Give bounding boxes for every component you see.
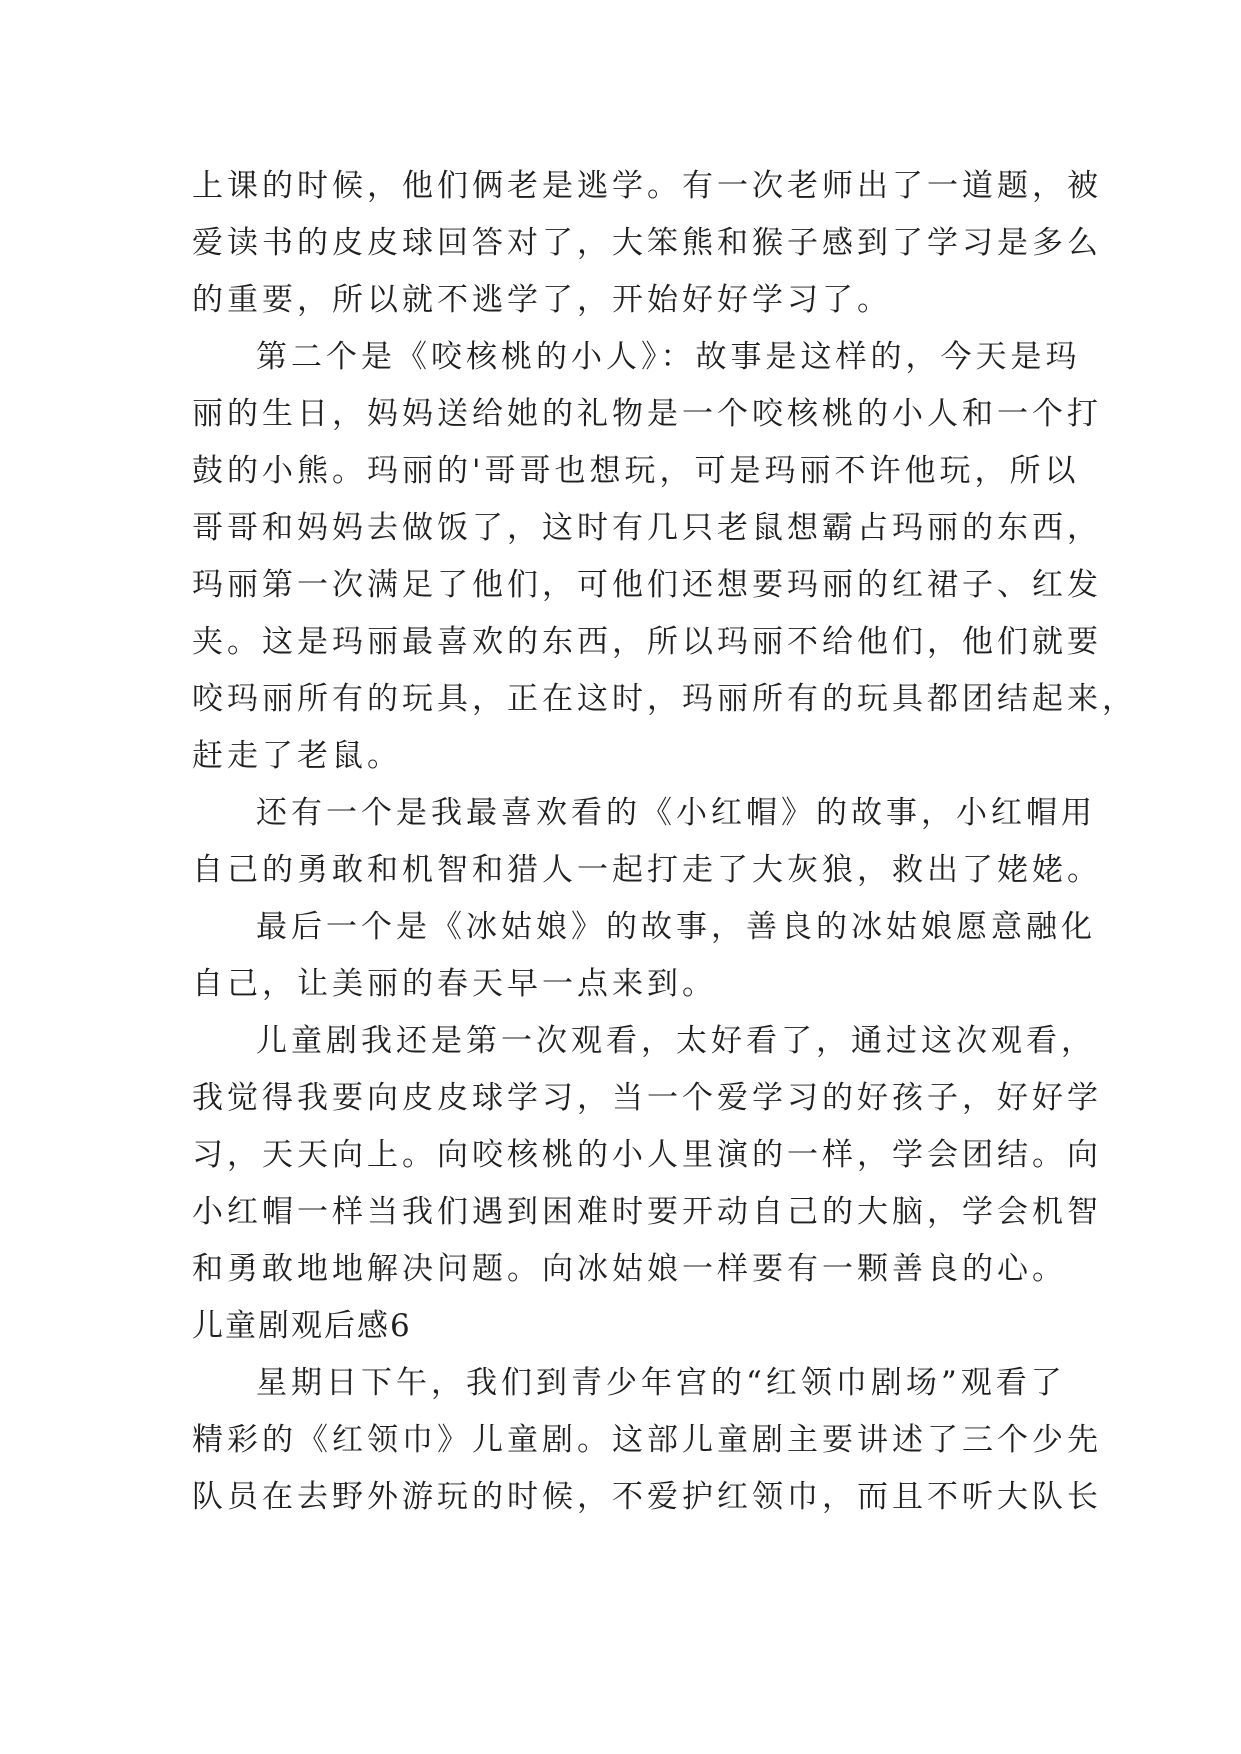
paragraph-start-line: 还有一个是我最喜欢看的《小红帽》的故事，小红帽用 xyxy=(256,795,1096,831)
text-line: 小红帽一样当我们遇到困难时要开动自己的大脑，学会机智 xyxy=(192,1194,1102,1230)
text-line: 赶走了老鼠。 xyxy=(192,738,402,774)
text-line: 玛丽第一次满足了他们，可他们还想要玛丽的红裙子、红发 xyxy=(192,567,1102,603)
text-line: 自己，让美丽的春天早一点来到。 xyxy=(192,966,717,1002)
document-body xyxy=(192,158,1137,1526)
text-line: 上课的时候，他们俩老是逃学。有一次老师出了一道题，被 xyxy=(192,168,1102,204)
text-line: 咬玛丽所有的玩具，正在这时，玛丽所有的玩具都团结起来， xyxy=(192,681,1137,717)
text-line: 和勇敢地地解决问题。向冰姑娘一样要有一颗善良的心。 xyxy=(192,1251,1067,1287)
text-line: 夹。这是玛丽最喜欢的东西，所以玛丽不给他们，他们就要 xyxy=(192,624,1102,660)
text-line: 爱读书的皮皮球回答对了，大笨熊和猴子感到了学习是多么 xyxy=(192,225,1102,261)
text-line: 哥哥和妈妈去做饭了，这时有几只老鼠想霸占玛丽的东西， xyxy=(192,510,1102,546)
text-line: 鼓的小熊。玛丽的'哥哥也想玩，可是玛丽不许他玩，所以 xyxy=(192,453,1080,489)
text-line: 精彩的《红领巾》儿童剧。这部儿童剧主要讲述了三个少先 xyxy=(192,1422,1102,1458)
text-line: 的重要，所以就不逃学了，开始好好学习了。 xyxy=(192,282,892,318)
paragraph-start-line: 星期日下午，我们到青少年宫的“红领巾剧场”观看了 xyxy=(256,1365,1066,1401)
text-line: 我觉得我要向皮皮球学习，当一个爱学习的好孩子，好好学 xyxy=(192,1080,1102,1116)
paragraph-start-line: 第二个是《咬核桃的小人》：故事是这样的，今天是玛 xyxy=(256,339,1081,375)
section-heading: 儿童剧观后感6 xyxy=(192,1308,412,1344)
text-line: 队员在去野外游玩的时候，不爱护红领巾，而且不听大队长 xyxy=(192,1479,1102,1515)
text-line: 自己的勇敢和机智和猎人一起打走了大灰狼，救出了姥姥。 xyxy=(192,852,1102,888)
paragraph-start-line: 最后一个是《冰姑娘》的故事，善良的冰姑娘愿意融化 xyxy=(256,909,1096,945)
text-line: 习，天天向上。向咬核桃的小人里演的一样，学会团结。向 xyxy=(192,1137,1102,1173)
paragraph-start-line: 儿童剧我还是第一次观看，太好看了，通过这次观看， xyxy=(256,1023,1096,1059)
text-line: 丽的生日，妈妈送给她的礼物是一个咬核桃的小人和一个打 xyxy=(192,396,1102,432)
